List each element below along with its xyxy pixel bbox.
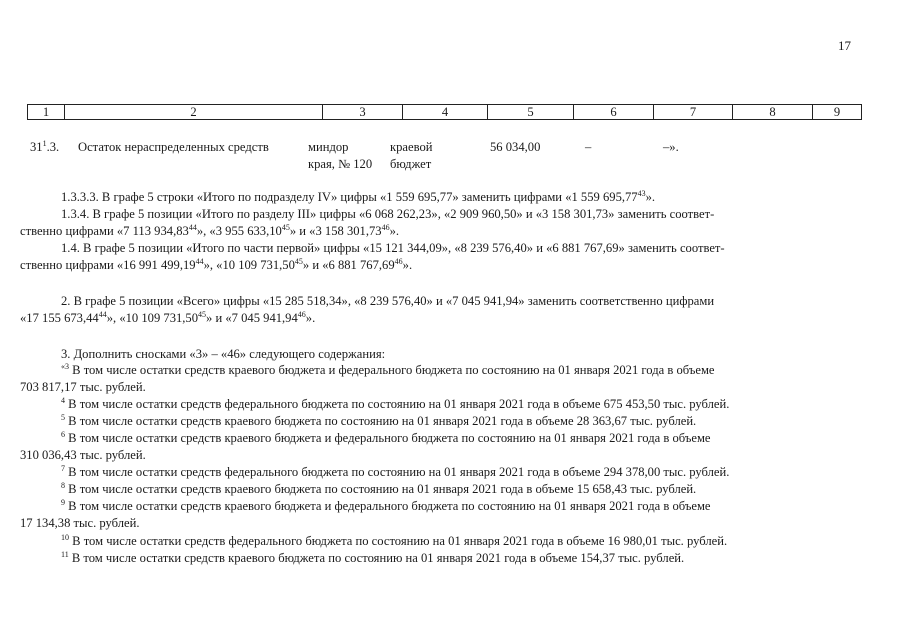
paragraph-134: 1.3.4. В графе 5 позиции «Итого по разделу III» цифры «6 068 262,23», «2 909 960,50» и «3 158 301,73» заменить соответ- — [61, 207, 715, 221]
row-org: миндор — [308, 140, 349, 154]
footnote: $^{«3}$ В том числе остатки средств краевого бюджета и федерального бюджета по состоянию на 01 января 2021 года в объеме — [61, 361, 715, 377]
footnote-cont: 17 134,38 тыс. рублей. — [20, 516, 140, 530]
paragraph-2: 2. В графе 5 позиции «Всего» цифры «15 285 518,34», «8 239 576,40» и «7 045 941,94» заменить соответственно цифрами — [61, 294, 715, 308]
paragraph-2-cont: «17 155 673,44$^{44}$», «10 109 731,50$^{45}$» и «7 045 941,94$^{46}$». — [20, 309, 316, 325]
row-budget: краевой — [390, 140, 433, 154]
paragraph-14: 1.4. В графе 5 позиции «Итого по части первой» цифры «15 121 344,09», «8 239 576,40» и «6 881 767,69» заменить соответ- — [61, 241, 725, 255]
column-number: 9 — [813, 105, 862, 120]
paragraph-1333: 1.3.3.3. В графе 5 строки «Итого по подразделу IV» цифры «1 559 695,77» заменить цифрами «1 559 695,77$^{43}$». — [61, 188, 656, 204]
footnote: $^7$ В том числе остатки средств федерального бюджета по состоянию на 01 января 2021 года в объеме 294 378,00 тыс. рублей. — [61, 463, 730, 479]
column-number: 8 — [733, 105, 813, 120]
row-amount: 56 034,00 — [490, 140, 541, 154]
column-number: 3 — [323, 105, 403, 120]
row-dash: – — [585, 140, 592, 154]
paragraph-3: 3. Дополнить сносками «3» – «46» следующего содержания: — [61, 347, 386, 361]
footnote: $^9$ В том числе остатки средств краевого бюджета и федерального бюджета по состоянию на 01 января 2021 года в объеме — [61, 497, 711, 513]
paragraph-134-cont: ственно цифрами «7 113 934,83$^{44}$», «3 955 633,10$^{45}$» и «3 158 301,73$^{46}$». — [20, 222, 400, 238]
column-number: 4 — [403, 105, 488, 120]
paragraph-14-cont: ственно цифрами «16 991 499,19$^{44}$», «10 109 731,50$^{45}$» и «6 881 767,69$^{46}$». — [20, 256, 413, 272]
footnote: $^{10}$ В том числе остатки средств федерального бюджета по состоянию на 01 января 2021 года в объеме 16 980,01 тыс. рублей. — [61, 532, 728, 548]
footnote: $^5$ В том числе остатки средств краевого бюджета по состоянию на 01 января 2021 года в объеме 28 363,67 тыс. рублей. — [61, 412, 697, 428]
footnote: $^6$ В том числе остатки средств краевого бюджета и федерального бюджета по состоянию на 01 января 2021 года в объеме — [61, 429, 711, 445]
row-budget-cont: бюджет — [390, 157, 432, 171]
footnote-cont: 703 817,17 тыс. рублей. — [20, 380, 146, 394]
column-number: 6 — [574, 105, 654, 120]
footnote: $^4$ В том числе остатки средств федерального бюджета по состоянию на 01 января 2021 года в объеме 675 453,50 тыс. рублей. — [61, 395, 730, 411]
page-number: 17 — [838, 38, 851, 53]
column-number-row — [27, 104, 862, 120]
footnote-cont: 310 036,43 тыс. рублей. — [20, 448, 146, 462]
row-number: $31^1.3$. — [30, 138, 60, 154]
column-number: 5 — [488, 105, 574, 120]
row-org-cont: края, № 120 — [308, 157, 373, 171]
row-end: –». — [663, 140, 679, 154]
footnote: $^8$ В том числе остатки средств краевого бюджета по состоянию на 01 января 2021 года в объеме 15 658,43 тыс. рублей. — [61, 480, 697, 496]
row-name: Остаток нераспределенных средств — [78, 140, 269, 154]
footnote: $^{11}$ В том числе остатки средств краевого бюджета по состоянию на 01 января 2021 года в объеме 154,37 тыс. рублей. — [61, 549, 685, 565]
column-number: 2 — [65, 105, 323, 120]
column-number: 1 — [28, 105, 65, 120]
column-number: 7 — [654, 105, 733, 120]
